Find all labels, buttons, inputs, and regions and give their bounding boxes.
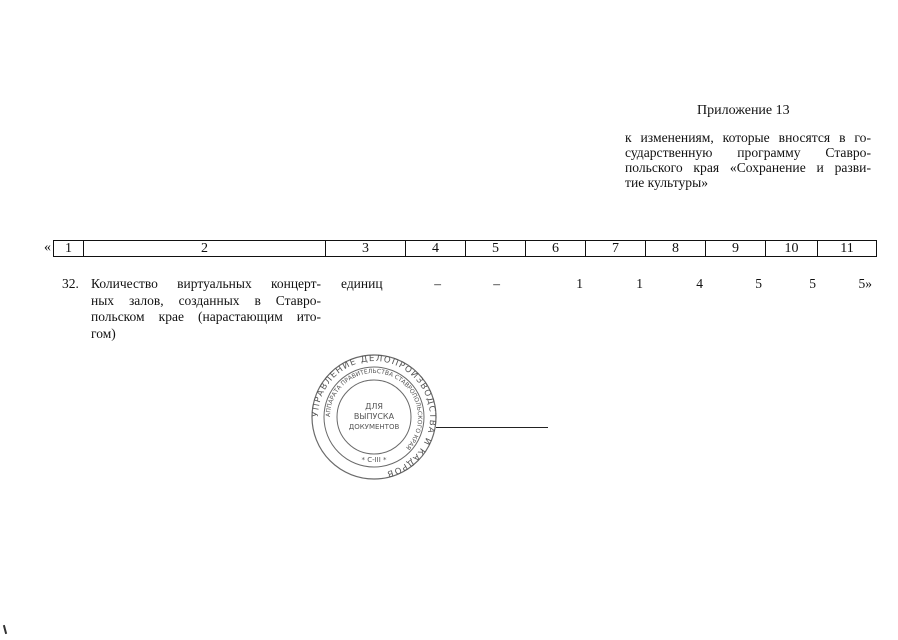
unit-of-measure: единиц — [341, 276, 383, 291]
scan-mark — [3, 625, 7, 634]
column-number: 4 — [406, 241, 466, 257]
indicator-name-line: польском крае (нарастающим ито- — [91, 309, 321, 324]
official-stamp — [310, 353, 438, 481]
appendix-note-line: к изменениям, которые вносятся в го- — [625, 130, 871, 145]
value-cell: – — [434, 276, 441, 291]
column-number: 11 — [818, 241, 877, 257]
appendix-note-line: сударственную программу Ставро- — [625, 145, 871, 160]
value-cell: – — [493, 276, 500, 291]
value-cell: 4 — [696, 276, 703, 291]
column-number: 3 — [326, 241, 406, 257]
column-number: 2 — [84, 241, 326, 257]
column-number: 7 — [586, 241, 646, 257]
indicator-name-line: гом) — [91, 325, 116, 341]
stamp-center-line: ВЫПУСКА — [353, 412, 395, 421]
value-cell: 1 — [636, 276, 643, 291]
value-cell: 1 — [576, 276, 583, 291]
open-quote: « — [44, 240, 51, 255]
stamp-inner-text: АППАРАТА ПРАВИТЕЛЬСТВА СТАВРОПОЛЬСКОГО КРАЯ — [324, 367, 424, 451]
indicator-name-line: Количество виртуальных концерт- — [91, 276, 321, 291]
row-number: 32. — [62, 276, 79, 291]
signature-line — [436, 427, 548, 428]
stamp-center-line: ДЛЯ — [365, 402, 383, 411]
column-number: 8 — [646, 241, 706, 257]
stamp-bottom-text: * С-III * — [361, 456, 387, 464]
appendix-title: Приложение 13 — [697, 103, 790, 118]
column-number: 5 — [466, 241, 526, 257]
value-cell: 5 — [809, 276, 816, 291]
stamp-outer-text: УПРАВЛЕНИЕ ДЕЛОПРОИЗВОДСТВА И КАДРОВ — [310, 353, 438, 479]
column-number-table — [53, 240, 877, 257]
indicator-name-line: ных залов, созданных в Ставро- — [91, 292, 321, 308]
stamp-center-line: ДОКУМЕНТОВ — [348, 423, 400, 431]
column-number: 6 — [526, 241, 586, 257]
appendix-note-line: польского края «Сохранение и разви- — [625, 160, 871, 175]
appendix-note — [625, 130, 871, 190]
appendix-note-line: тие культуры» — [625, 175, 709, 190]
indicator-name — [91, 276, 321, 342]
column-number: 9 — [706, 241, 766, 257]
value-cell: 5» — [858, 276, 872, 291]
column-number: 10 — [766, 241, 818, 257]
value-cell: 5 — [755, 276, 762, 291]
header-row — [54, 241, 877, 257]
column-number: 1 — [54, 241, 84, 257]
